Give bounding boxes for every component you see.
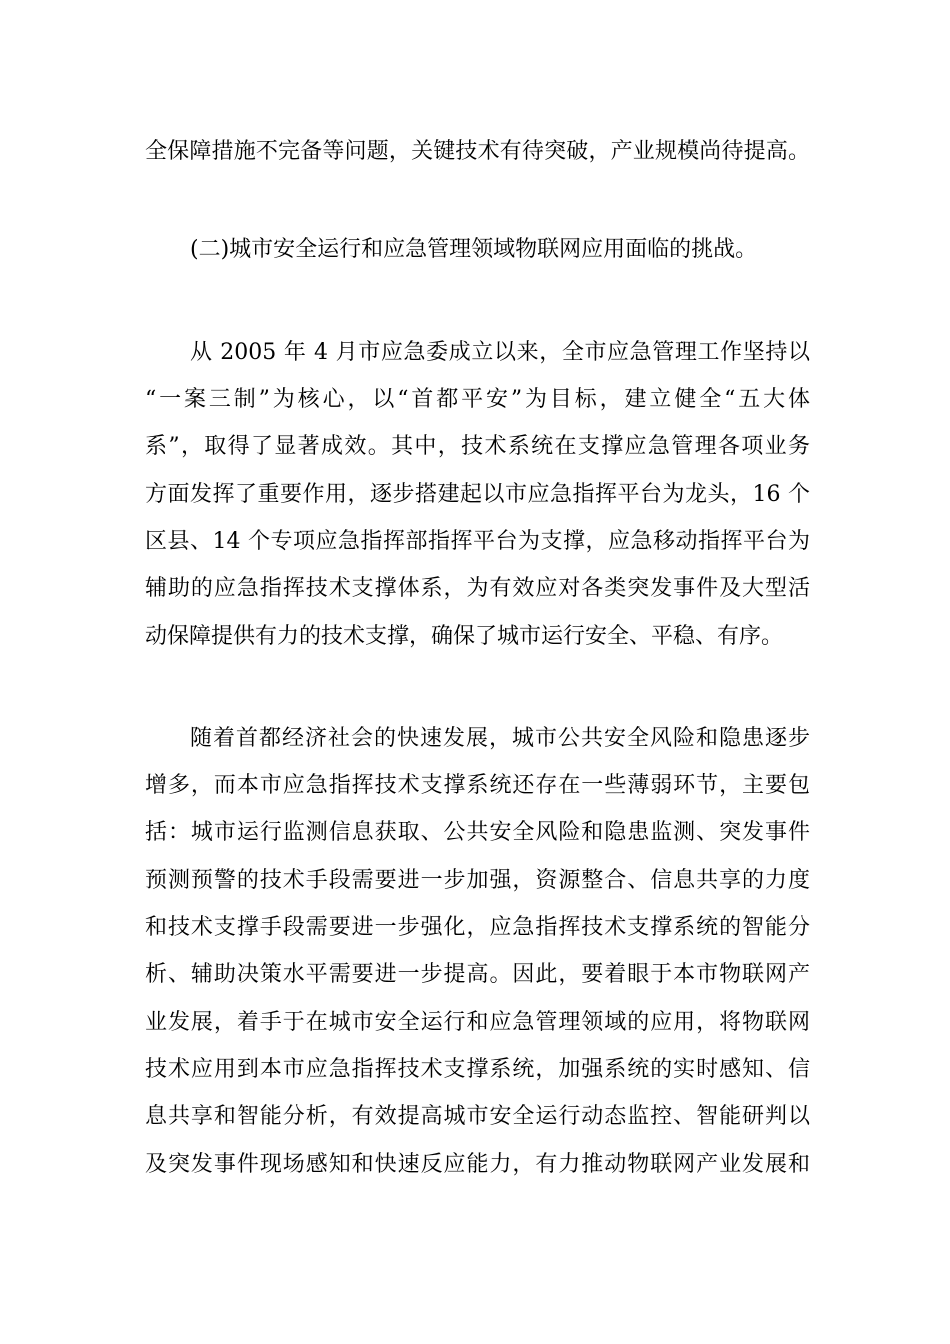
- paragraph-line: 及突发事件现场感知和快速反应能力，有力推动物联网产业发展和: [145, 1152, 810, 1177]
- paragraph-line: 技术应用到本市应急指挥技术支撑系统，加强系统的实时感知、信: [145, 1057, 810, 1082]
- paragraph-line: 辅助的应急指挥技术支撑体系，为有效应对各类突发事件及大型活: [145, 576, 810, 601]
- paragraph-line: 动保障提供有力的技术支撑，确保了城市运行安全、平稳、有序。: [145, 624, 784, 649]
- paragraph-line: 析、辅助决策水平需要进一步提高。因此，要着眼于本市物联网产: [145, 962, 810, 987]
- paragraph-line: 随着首都经济社会的快速发展，城市公共安全风险和隐患逐步: [190, 726, 810, 751]
- paragraph-line: 括：城市运行监测信息获取、公共安全风险和隐患监测、突发事件: [145, 820, 810, 845]
- paragraph-line: 增多，而本市应急指挥技术支撑系统还存在一些薄弱环节，主要包: [145, 773, 810, 798]
- paragraph-line: 从 2005 年 4 月市应急委成立以来，全市应急管理工作坚持以: [190, 340, 810, 365]
- paragraph-line: 和技术支撑手段需要进一步强化，应急指挥技术支撑系统的智能分: [145, 915, 810, 940]
- section-heading: (二)城市安全运行和应急管理领域物联网应用面临的挑战。: [190, 237, 758, 262]
- paragraph-line: 系”，取得了显著成效。其中，技术系统在支撑应急管理各项业务: [145, 434, 810, 459]
- paragraph-line: 息共享和智能分析，有效提高城市安全运行动态监控、智能研判以: [145, 1104, 810, 1129]
- text-line: 全保障措施不完备等问题，关键技术有待突破，产业规模尚待提高。: [145, 139, 810, 164]
- paragraph-line: “一案三制”为核心，以“首都平安”为目标，建立健全“五大体: [145, 387, 810, 412]
- paragraph-line: 方面发挥了重要作用，逐步搭建起以市应急指挥平台为龙头，16 个: [145, 482, 810, 507]
- paragraph-line: 预测预警的技术手段需要进一步加强，资源整合、信息共享的力度: [145, 868, 810, 893]
- paragraph-line: 区县、14 个专项应急指挥部指挥平台为支撑，应急移动指挥平台为: [145, 529, 810, 554]
- paragraph-line: 业发展，着手于在城市安全运行和应急管理领域的应用，将物联网: [145, 1010, 810, 1035]
